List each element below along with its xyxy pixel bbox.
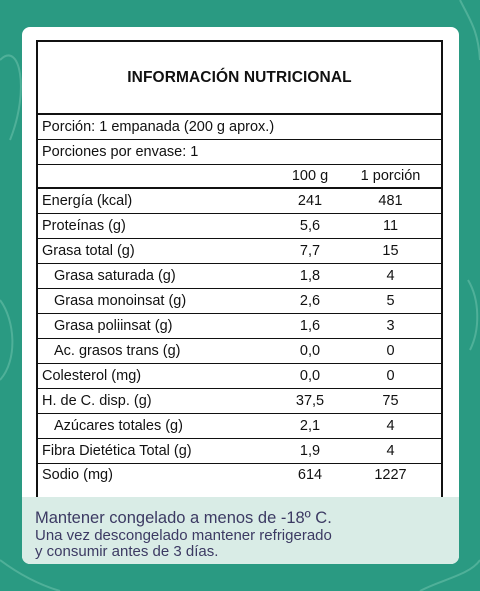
table-row bbox=[38, 339, 441, 364]
row-value-100g: 37,5 bbox=[295, 393, 325, 409]
servings-per-package: Porciones por envase: 1 bbox=[38, 140, 441, 165]
row-value-100g: 0,0 bbox=[299, 343, 321, 359]
storage-note-line-1: Mantener congelado a menos de -18º C. bbox=[35, 509, 332, 527]
table-row bbox=[38, 364, 441, 389]
column-header-100g: 100 g bbox=[291, 168, 329, 184]
row-value-portion: 4 bbox=[386, 418, 395, 434]
column-header-portion: 1 porción bbox=[360, 168, 421, 184]
row-value-portion: 4 bbox=[386, 443, 395, 459]
row-value-100g: 1,8 bbox=[299, 268, 321, 284]
row-label: Proteínas (g) bbox=[42, 218, 126, 234]
row-label: Grasa saturada (g) bbox=[54, 268, 176, 284]
table-row bbox=[38, 464, 441, 486]
row-value-portion: 0 bbox=[386, 343, 395, 359]
row-value-100g: 5,6 bbox=[299, 218, 321, 234]
row-value-portion: 5 bbox=[386, 293, 395, 309]
row-label: Grasa monoinsat (g) bbox=[54, 293, 187, 309]
nutrition-card bbox=[22, 27, 459, 564]
row-value-100g: 1,9 bbox=[299, 443, 321, 459]
table-row bbox=[38, 264, 441, 289]
row-value-100g: 2,6 bbox=[299, 293, 321, 309]
table-row bbox=[38, 239, 441, 264]
row-value-portion: 15 bbox=[382, 243, 399, 259]
table-row bbox=[38, 189, 441, 214]
row-label: Ac. grasos trans (g) bbox=[54, 343, 181, 359]
row-label: Azúcares totales (g) bbox=[54, 418, 183, 434]
table-row bbox=[38, 214, 441, 239]
row-value-100g: 7,7 bbox=[299, 243, 321, 259]
row-value-portion: 1227 bbox=[374, 467, 407, 483]
row-label: Colesterol (mg) bbox=[42, 368, 142, 384]
row-value-portion: 11 bbox=[382, 218, 399, 234]
row-value-100g: 614 bbox=[297, 467, 323, 483]
row-value-100g: 1,6 bbox=[299, 318, 321, 334]
table-row bbox=[38, 314, 441, 339]
table-row bbox=[38, 414, 441, 439]
row-label: Sodio (mg) bbox=[42, 467, 113, 483]
row-value-100g: 2,1 bbox=[299, 418, 321, 434]
row-value-portion: 481 bbox=[378, 193, 403, 209]
serving-size: Porción: 1 empanada (200 g aprox.) bbox=[38, 115, 441, 140]
row-value-portion: 4 bbox=[386, 268, 395, 284]
table-row bbox=[38, 439, 441, 464]
row-label: Grasa total (g) bbox=[42, 243, 135, 259]
table-row bbox=[38, 389, 441, 414]
row-label: Fibra Dietética Total (g) bbox=[42, 443, 192, 459]
table-row bbox=[38, 289, 441, 314]
storage-note bbox=[22, 497, 459, 564]
row-value-100g: 241 bbox=[297, 193, 323, 209]
table-title: INFORMACIÓN NUTRICIONAL bbox=[38, 42, 441, 115]
row-label: Energía (kcal) bbox=[42, 193, 133, 209]
row-value-portion: 3 bbox=[386, 318, 395, 334]
row-label: Grasa poliinsat (g) bbox=[54, 318, 173, 334]
row-value-portion: 75 bbox=[382, 393, 399, 409]
row-value-100g: 0,0 bbox=[299, 368, 321, 384]
row-value-portion: 0 bbox=[386, 368, 395, 384]
storage-note-line-3: y consumir antes de 3 días. bbox=[35, 543, 219, 560]
nutrition-table bbox=[36, 40, 443, 507]
column-header-row bbox=[38, 165, 441, 189]
row-label: H. de C. disp. (g) bbox=[42, 393, 152, 409]
storage-note-line-2: Una vez descongelado mantener refrigerado bbox=[35, 527, 332, 544]
